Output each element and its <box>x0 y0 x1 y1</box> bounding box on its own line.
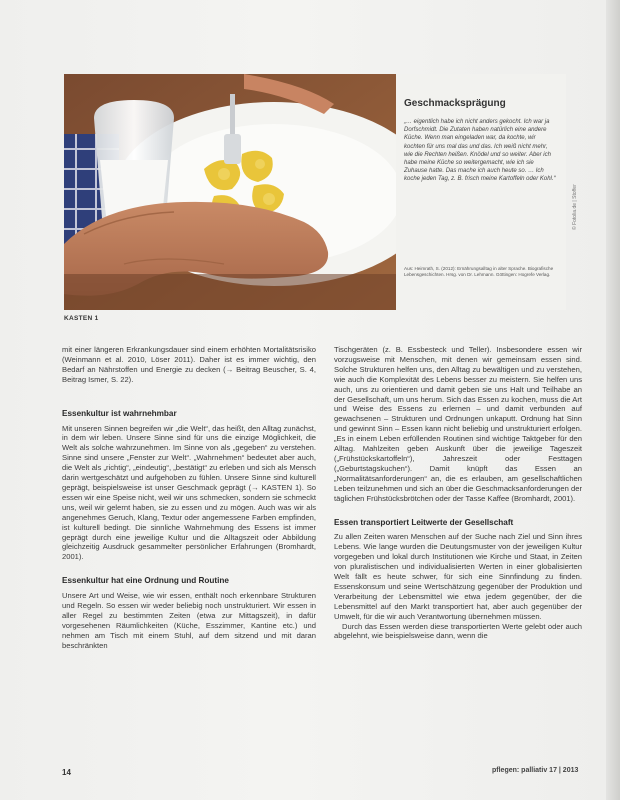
section-heading: Essen transportiert Leitwerte der Gesellschaft <box>334 517 514 527</box>
body-paragraph: Tischgeräten (z. B. Essbesteck und Teller). Insbesondere essen wir vorzugsweise mit Menschen, mit denen wir gemeinsam essen sind. Solche Strukturen helfen uns, den Alltag zu bewältigen und zu verstehen, wie auch die Komplexität des Lebens besser zu meistern. Sie helfen uns auch, uns zu orientieren und damit geben sie uns Halt und Teilhabe an der Gesellschaft, um uns herum. Sich das Essen zu kochen, muss die Art und Weise des Essens zu erlernen – und damit verbunden auf gewachsenen – Strukturen und Ordnungen unkaputt. Ordnung hat Sinn und gewinnt Sinn – Essen kann nicht beliebig und unstrukturiert erfolgen. „Es in einem Leben erfüllenden Routinen sind wichtige Taktgeber für den Alltag. Mahlzeiten geben Auskunft über die jeweilige Tageszeit („Frühstückskartoffeln“), Jahreszeit oder Festtagen („Geburtstagskuchen“). Damit knüpft das Essen an „Normalitätsanforderungen“ an, die es erlauben, am gesellschaftlichen Leben teilzunehmen und sich an über die Geschmacksanforderungen der täglichen Frühstücksbrötchen oder der Tasse Kaffee (Bromhardt, 2001). <box>334 345 582 503</box>
right-column <box>334 345 582 641</box>
photo-illustration <box>64 74 402 310</box>
photo-credit: © Fotolia.de | Stoffer <box>572 184 578 230</box>
body-paragraph: Unsere Art und Weise, wie wir essen, enthält noch erkennbare Strukturen und Regeln. So essen wir weder beliebig noch unstrukturiert. Wir essen in aller Regel zu bestimmten Zeiten (etwa zur Mittagszeit), in dafür vorgesehenen Räumlichkeiten (Küche, Esszimmer, Kantine etc.) und nehmen am Tisch mit einem Stuhl, auf dem sitzend und mit daran beschränkten <box>62 591 316 650</box>
sidebar-box <box>396 74 566 310</box>
body-paragraph: Zu allen Zeiten waren Menschen auf der Suche nach Ziel und Sinn ihres Lebens. Wie lange wurden die Deutungsmuster von der jeweiligen Kultur vorgegeben und lokal durch Institutionen wie Kirche und Staat, in Zeiten von pluralistischen und individualisierten Werten in einer globalisierten Welt fällt es heute schwer, für sich eine Sinnfindung zu finden. Essenskonsum und seine Wertschätzung gegenüber der Produktion und Verarbeitung der Lebensmittel wie etwa jedem gegenüber, der die Lebensmittel auf den Markt transportiert hat, aber auch gegenüber der Umwelt, für die wir auch Verantwortung übernehmen müssen. <box>334 532 582 621</box>
page-spine-shadow <box>606 0 620 800</box>
sidebar-source: Aus: Heimrath, S. (2012): Ernährungsalltag in alter Sprache. Biografische Lebensgeschichten. Hrsg. von Dr. Lehmann. Göttingen: Hogrefe Verlag. <box>404 266 554 277</box>
page-number: 14 <box>62 768 71 777</box>
sidebar-title: Geschmacksprägung <box>404 98 506 109</box>
section-heading: Essenkultur hat eine Ordnung und Routine <box>62 576 229 586</box>
box-label: KASTEN 1 <box>64 315 99 322</box>
section-heading: Essenkultur ist wahrnehmbar <box>62 408 177 418</box>
photo-elderly-hands-meal <box>64 74 402 310</box>
journal-footer: pflegen: palliativ 17 | 2013 <box>492 767 579 774</box>
body-paragraph: Mit unseren Sinnen begreifen wir „die Welt“, das heißt, den Alltag zunächst, in dem wir leben. Unsere Sinne sind für uns die einzige Möglichkeit, die Welt als solche wahrzunehmen. Im Sinne von als „gegeben“ zu verstehen. Sinne sind unsere „Fenster zur Welt“. „Wahrnehmen“ bedeutet aber auch, die Welt als „richtig“, „eindeutig“, „bestätigt“ zu erleben und sich als Mensch darin wertgeschätzt und aufgehoben zu fühlen. Unsere Sinne sind kulturell geprägt, beispielsweise ist unser Geschmack geprägt (→ KASTEN 1). So essen wir eine Speise nicht, weil wir uns schmecken, sondern sie schmeckt uns, weil wir gelernt haben, sie zu essen und zu mögen. Auch was wir als angenehmes Geruch, Klang, Textur oder angemessene Farben empfinden, ist kulturell bedingt. Die sinnliche Wahrnehmung des Essens ist immer geprägt durch eine jeweilige Kultur und die Alltagszeit oder Abbildung gleichzeitig Ausdruck gesammelter persönlicher Erfahrungen (Bromhardt, 2001). <box>62 423 316 562</box>
body-paragraph: Durch das Essen werden diese transportierten Werte gelebt oder auch abgelehnt, wie beispielsweise dann, wenn die <box>334 621 582 641</box>
left-column <box>62 345 316 651</box>
intro-paragraph: mit einer längeren Erkrankungsdauer sind einem erhöhten Mortalitätsrisiko (Weinmann et al. 2010, Löser 2011). Daher ist es immer wichtig, den Bedarf an Nährstoffen und Energie zu decken (→ Beitrag Beuscher, S. 4, Beitrag Ismer, S. 22). <box>62 345 316 384</box>
sidebar-quote: „… eigentlich habe ich nicht anders gekocht. Ich war ja Dorfschmidt. Die Zutaten haben natürlich eine andere Küche. Wenn man eingeladen war, da kochte, wir kochten für uns mal das und das. Ich weiß nicht mehr, wie die Rechten heißen. Knödel und so weiter. Aber ich habe meine Küche so weitergemacht, wie ich sie Zuhause hatte. Das mache ich auch heute so. … Ich koche jeden Tag, z. B. frisch meine Kartoffeln oder Kohl.“ <box>404 119 556 183</box>
